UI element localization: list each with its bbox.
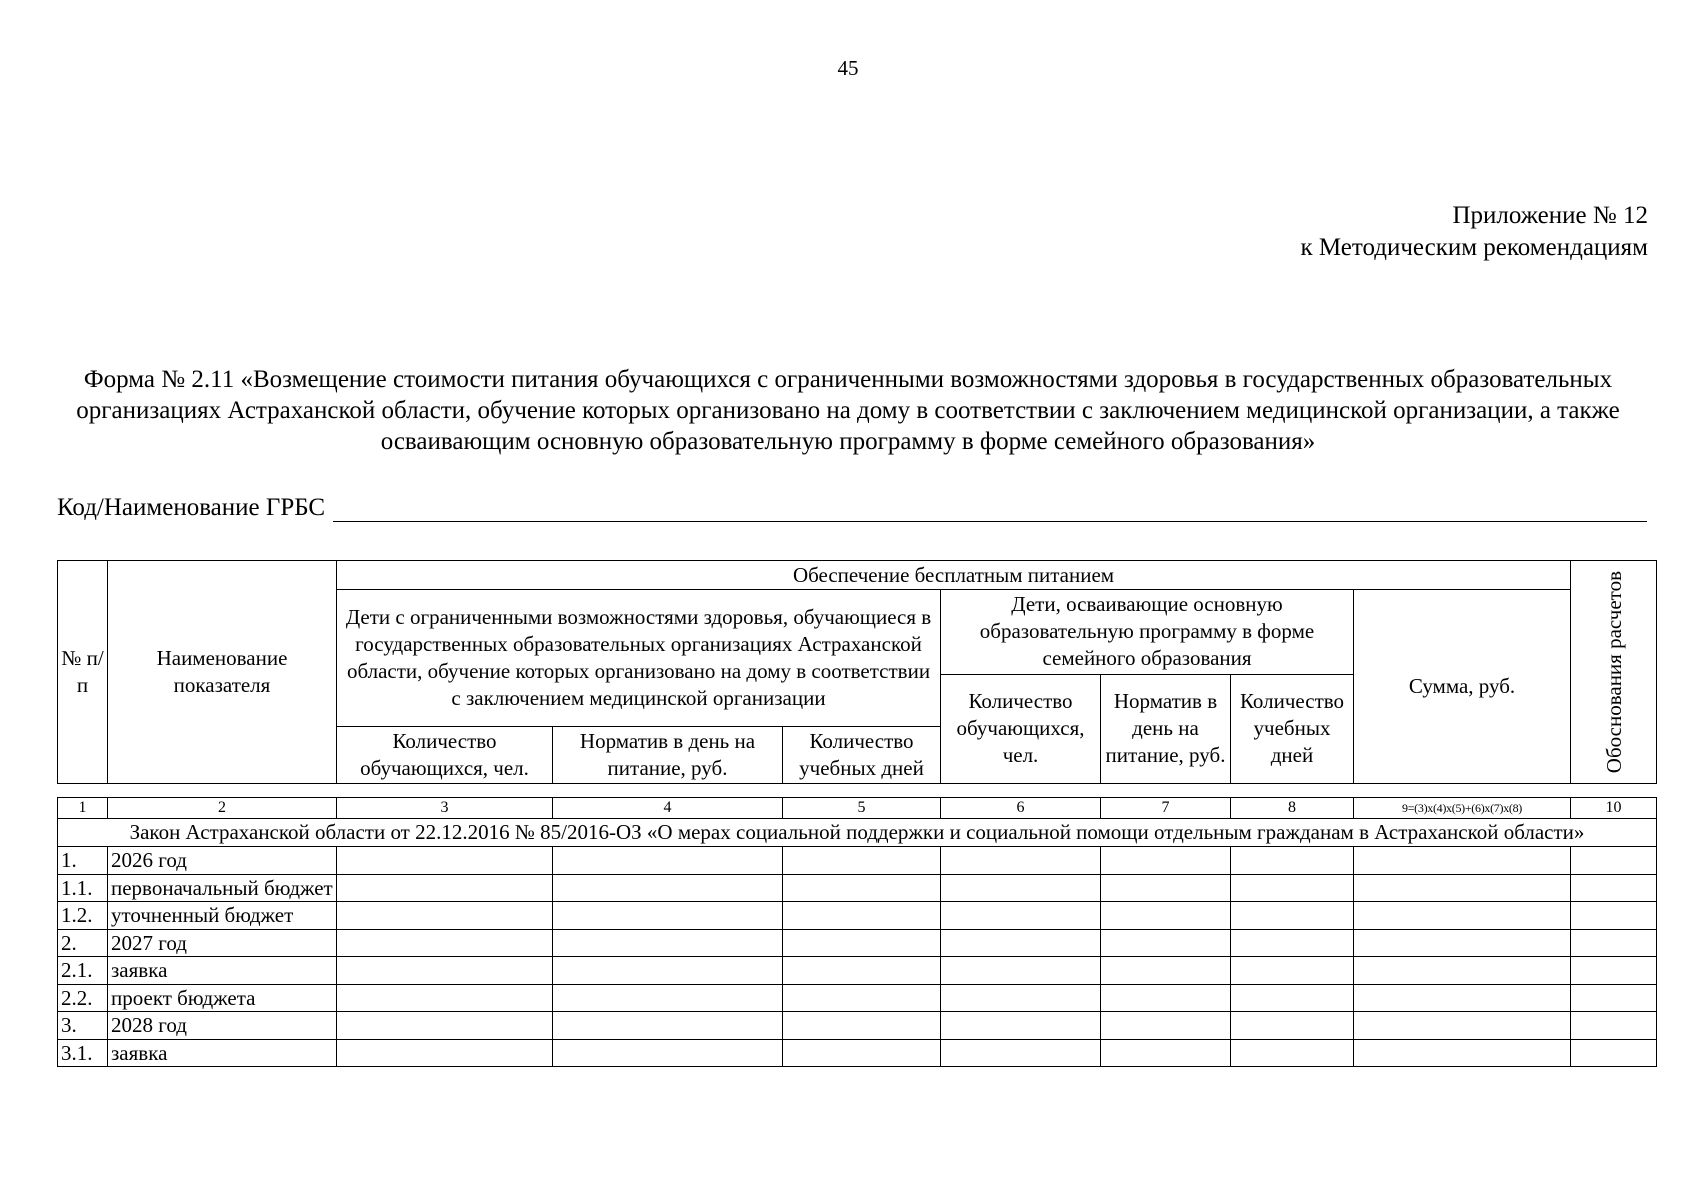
- header-ovz-days: Количество учебных дней: [783, 727, 941, 784]
- input-cell[interactable]: [1571, 929, 1657, 957]
- row-name: 2027 год: [108, 929, 337, 957]
- input-cell[interactable]: [941, 1012, 1101, 1040]
- header-group-ovz: Дети с ограниченными возможностями здоровья, обучающиеся в государственных образовательных организациях Астраханской области, обучение которых организовано на дому в соответствии с заключением медицинской организации: [337, 590, 941, 727]
- table-body: [57, 797, 1657, 1067]
- input-cell[interactable]: [337, 984, 553, 1012]
- row-number: 2.1.: [58, 957, 108, 985]
- input-cell[interactable]: [1101, 929, 1231, 957]
- page-number: 45: [837, 56, 859, 80]
- input-cell[interactable]: [783, 847, 941, 875]
- input-cell[interactable]: [1571, 847, 1657, 875]
- appendix-line-1: Приложение № 12: [1452, 202, 1648, 229]
- input-cell[interactable]: [783, 902, 941, 930]
- input-cell[interactable]: [1231, 957, 1354, 985]
- input-cell[interactable]: [1231, 874, 1354, 902]
- input-cell[interactable]: [783, 984, 941, 1012]
- input-cell[interactable]: [1571, 902, 1657, 930]
- law-row: [58, 819, 1657, 847]
- input-cell[interactable]: [1101, 902, 1231, 930]
- header-fam-count: Количество обучающихся, чел.: [941, 674, 1101, 784]
- column-number: 5: [783, 798, 941, 819]
- row-number: 1.: [58, 847, 108, 875]
- input-cell[interactable]: [941, 984, 1101, 1012]
- input-cell[interactable]: [941, 902, 1101, 930]
- grbs-fill-line: [333, 499, 1647, 522]
- row-name: первоначальный бюджет: [108, 874, 337, 902]
- input-cell[interactable]: [1571, 874, 1657, 902]
- input-cell[interactable]: [783, 1039, 941, 1067]
- column-number: 6: [941, 798, 1101, 819]
- input-cell[interactable]: [553, 902, 783, 930]
- input-cell[interactable]: [1101, 1039, 1231, 1067]
- input-cell[interactable]: [337, 1012, 553, 1040]
- table-row: [58, 929, 1657, 957]
- input-cell[interactable]: [941, 929, 1101, 957]
- table-row: [58, 957, 1657, 985]
- input-cell[interactable]: [941, 874, 1101, 902]
- grbs-label: Код/Наименование ГРБС: [57, 494, 326, 521]
- input-cell[interactable]: [337, 874, 553, 902]
- input-cell[interactable]: [783, 1012, 941, 1040]
- column-number: 4: [553, 798, 783, 819]
- column-number: 3: [337, 798, 553, 819]
- header-group-family: Дети, осваивающие основную образовательную программу в форме семейного образования: [941, 590, 1354, 675]
- input-cell[interactable]: [1231, 1039, 1354, 1067]
- input-cell[interactable]: [1231, 929, 1354, 957]
- input-cell[interactable]: [941, 957, 1101, 985]
- input-cell[interactable]: [1571, 1039, 1657, 1067]
- row-name: заявка: [108, 1039, 337, 1067]
- header-fam-days: Количество учебных дней: [1231, 674, 1354, 784]
- input-cell[interactable]: [337, 847, 553, 875]
- appendix-line-2: к Методическим рекомендациям: [1300, 234, 1648, 261]
- input-cell[interactable]: [1231, 847, 1354, 875]
- header-group-main: Обеспечение бесплатным питанием: [337, 561, 1571, 590]
- input-cell[interactable]: [1354, 874, 1571, 902]
- input-cell[interactable]: [1354, 957, 1571, 985]
- input-cell[interactable]: [1571, 984, 1657, 1012]
- input-cell[interactable]: [1101, 874, 1231, 902]
- table-row: [58, 902, 1657, 930]
- header-justification: Обоснования расчетов: [1601, 570, 1626, 774]
- table-row: [58, 874, 1657, 902]
- header-col-name: Наименование показателя: [108, 561, 337, 784]
- appendix-note: [1300, 200, 1648, 264]
- input-cell[interactable]: [553, 874, 783, 902]
- input-cell[interactable]: [553, 1012, 783, 1040]
- header-justification-cell: [1571, 561, 1657, 784]
- input-cell[interactable]: [553, 847, 783, 875]
- header-sum: Сумма, руб.: [1354, 590, 1571, 784]
- input-cell[interactable]: [1354, 1012, 1571, 1040]
- row-name: заявка: [108, 957, 337, 985]
- input-cell[interactable]: [1101, 957, 1231, 985]
- input-cell[interactable]: [553, 929, 783, 957]
- table-row: [58, 1039, 1657, 1067]
- header-ovz-norm: Норматив в день на питание, руб.: [553, 727, 783, 784]
- header-col-num: № п/п: [58, 561, 108, 784]
- input-cell[interactable]: [1354, 847, 1571, 875]
- input-cell[interactable]: [941, 847, 1101, 875]
- input-cell[interactable]: [337, 957, 553, 985]
- input-cell[interactable]: [1354, 902, 1571, 930]
- input-cell[interactable]: [1231, 1012, 1354, 1040]
- row-name: 2028 год: [108, 1012, 337, 1040]
- form-title: Форма № 2.11 «Возмещение стоимости питания обучающихся с ограниченными возможностями здоровья в государственных образовательных организациях Астраханской области, обучение которых организовано на дому в соответствии с заключением медицинской организации, а также осваивающим основную образовательную программу в форме семейного образования»: [76, 366, 1620, 455]
- law-title: Закон Астраханской области от 22.12.2016 № 85/2016-ОЗ «О мерах социальной поддержки и социальной помощи отдельным гражданам в Астраханской области»: [58, 819, 1657, 847]
- input-cell[interactable]: [1231, 984, 1354, 1012]
- row-number: 2.2.: [58, 984, 108, 1012]
- input-cell[interactable]: [1101, 1012, 1231, 1040]
- table-row: [58, 984, 1657, 1012]
- row-name: проект бюджета: [108, 984, 337, 1012]
- input-cell[interactable]: [337, 902, 553, 930]
- grbs-field: [57, 494, 1647, 522]
- row-number: 1.2.: [58, 902, 108, 930]
- table-row: [58, 847, 1657, 875]
- input-cell[interactable]: [1231, 902, 1354, 930]
- input-cell[interactable]: [1354, 929, 1571, 957]
- column-number-formula: 9=(3)x(4)x(5)+(6)x(7)x(8): [1354, 798, 1571, 819]
- input-cell[interactable]: [553, 984, 783, 1012]
- input-cell[interactable]: [783, 957, 941, 985]
- input-cell[interactable]: [1571, 1012, 1657, 1040]
- header-fam-norm: Норматив в день на питание, руб.: [1101, 674, 1231, 784]
- table-header: [57, 560, 1657, 784]
- input-cell[interactable]: [337, 1039, 553, 1067]
- column-number: 2: [108, 798, 337, 819]
- header-ovz-count: Количество обучающихся, чел.: [337, 727, 553, 784]
- column-number: 7: [1101, 798, 1231, 819]
- column-number-row: [58, 798, 1657, 819]
- input-cell[interactable]: [553, 1039, 783, 1067]
- column-number: 8: [1231, 798, 1354, 819]
- input-cell[interactable]: [1354, 984, 1571, 1012]
- table-row: [58, 1012, 1657, 1040]
- input-cell[interactable]: [1571, 957, 1657, 985]
- input-cell[interactable]: [1101, 847, 1231, 875]
- input-cell[interactable]: [941, 1039, 1101, 1067]
- row-number: 2.: [58, 929, 108, 957]
- column-number: 1: [58, 798, 108, 819]
- input-cell[interactable]: [1101, 984, 1231, 1012]
- row-number: 3.1.: [58, 1039, 108, 1067]
- input-cell[interactable]: [553, 957, 783, 985]
- input-cell[interactable]: [783, 929, 941, 957]
- row-name: 2026 год: [108, 847, 337, 875]
- column-number: 10: [1571, 798, 1657, 819]
- row-number: 3.: [58, 1012, 108, 1040]
- input-cell[interactable]: [1354, 1039, 1571, 1067]
- row-number: 1.1.: [58, 874, 108, 902]
- row-name: уточненный бюджет: [108, 902, 337, 930]
- input-cell[interactable]: [337, 929, 553, 957]
- input-cell[interactable]: [783, 874, 941, 902]
